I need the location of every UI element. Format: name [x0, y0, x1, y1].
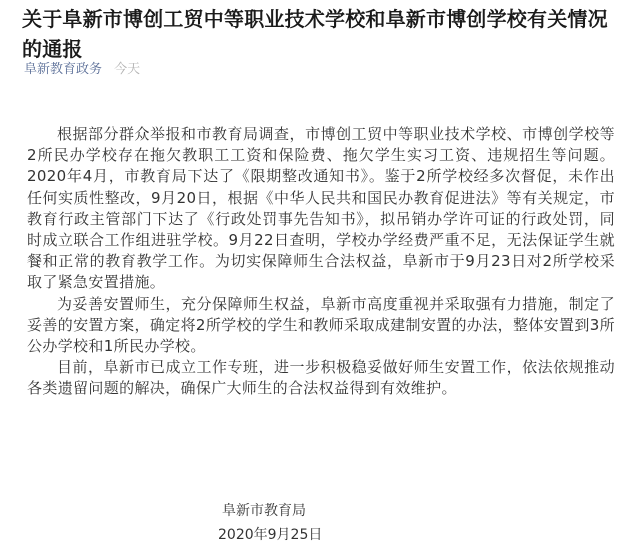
- signature-organization: 阜新市教育局: [222, 503, 306, 519]
- signature-date: 2020年9月25日: [218, 527, 323, 543]
- article-body: [27, 124, 615, 400]
- paragraph-2: 为妥善安置师生，充分保障师生权益，阜新市高度重视并采取强有力措施，制定了妥善的安置方案，确定将2所学校的学生和教师采取成建制安置的办法，整体安置到3所公办学校和1所民办学校。: [27, 294, 615, 356]
- publish-time: 今天: [114, 62, 141, 77]
- article-title: 关于阜新市博创工贸中等职业技术学校和阜新市博创学校有关情况的通报: [22, 7, 608, 61]
- source-account-link[interactable]: 阜新教育政务: [24, 62, 103, 77]
- paragraph-3: 目前，阜新市已成立工作专班，进一步积极稳妥做好师生安置工作，依法依规推动各类遗留问题的解决，确保广大师生的合法权益得到有效维护。: [27, 358, 615, 398]
- paragraph-1: 根据部分群众举报和市教育局调查，市博创工贸中等职业技术学校、市博创学校等2所民办学校存在拖欠教职工工资和保险费、拖欠学生实习工资、违规招生等问题。2020年4月，市教育局下达了《限期整改通知书》。鉴于2所学校经多次督促，未作出任何实质性整改，9月20日，根据《中华人民共和国民办教育促进法》等有关规定，市教育行政主管部门下达了《行政处罚事先告知书》，拟吊销办学许可证的行政处罚，同时成立联合工作组进驻学校。9月22日查明，学校办学经费严重不足，无法保证学生就餐和正常的教育教学工作。为切实保障师生合法权益，阜新市于9月23日对2所学校采取了紧急安置措施。: [27, 125, 615, 292]
- article-meta: [24, 61, 140, 79]
